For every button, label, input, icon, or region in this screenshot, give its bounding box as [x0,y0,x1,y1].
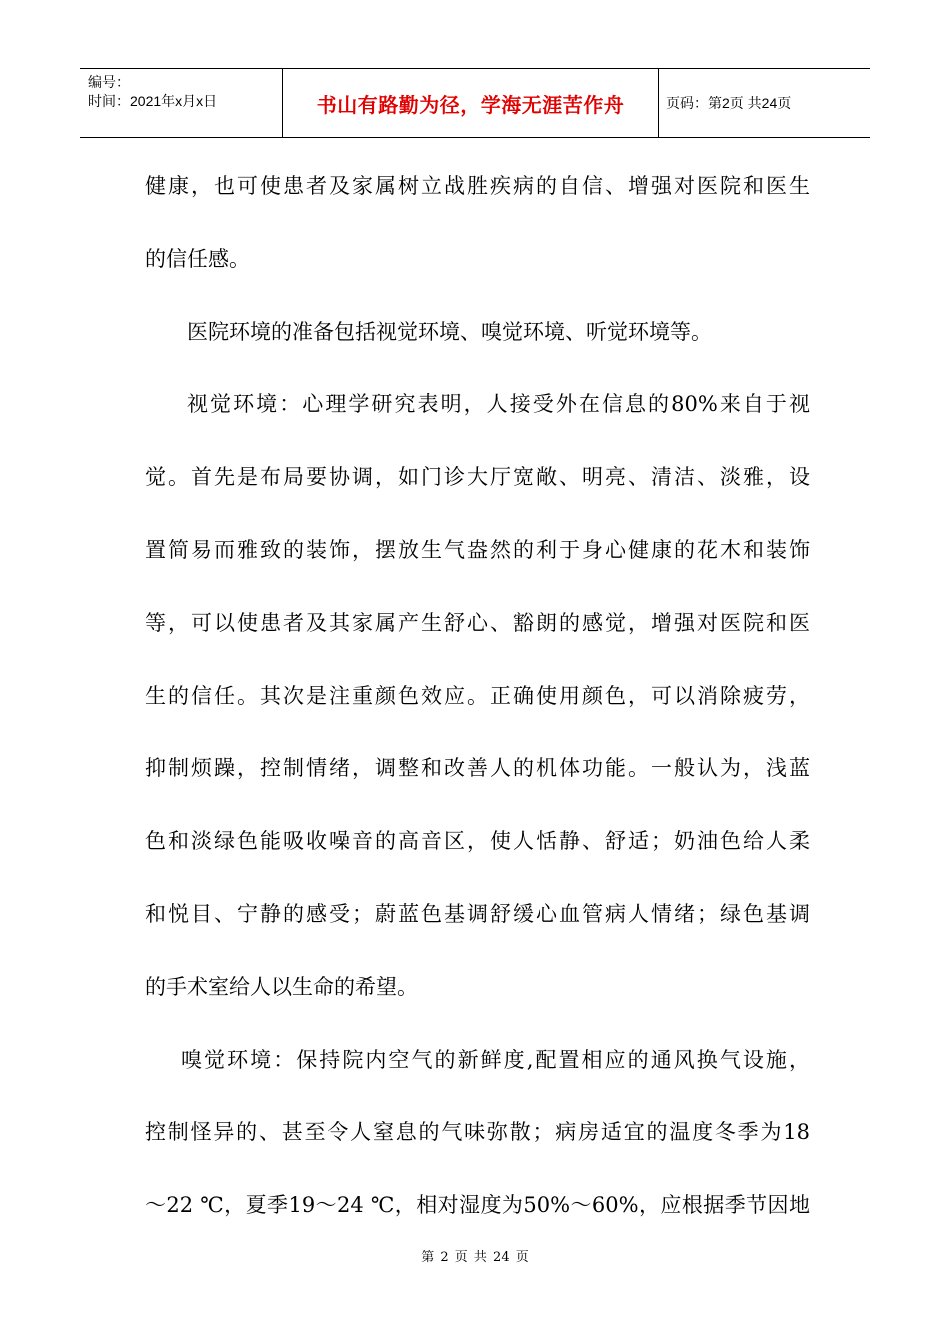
text-line: 色和淡绿色能吸收噪音的高音区，使人恬静、舒适；奶油色给人柔 [145,829,810,854]
text-line: 视觉环境：心理学研究表明，人接受外在信息的80%来自于视 [187,392,810,417]
text-line: 抑制烦躁，控制情绪，调整和改善人的机体功能。一般认为，浅蓝 [145,756,810,781]
text-line: 控制怪异的、甚至令人窒息的气味弥散；病房适宜的温度冬季为18 [145,1120,810,1145]
text-line: 和悦目、宁静的感受；蔚蓝色基调舒缓心血管病人情绪；绿色基调 [145,901,810,926]
text-line: 健康，也可使患者及家属树立战胜疾病的自信、增强对医院和医生 [145,174,810,198]
header-motto: 书山有路勤为径，学海无涯苦作舟 [316,92,625,117]
page-footer: 第 2 页 共 24 页 [421,1250,529,1265]
page-header [80,68,870,138]
text-line: ～22 ℃，夏季19～24 ℃，相对湿度为50%～60%，应根据季节因地 [145,1193,810,1218]
header-page-info: 页码：第2页 共24页 [666,95,792,111]
text-line: 置简易而雅致的装饰，摆放生气盎然的利于身心健康的花木和装饰 [145,537,810,562]
text-line: 的手术室给人以生命的希望。 [145,974,418,999]
document-number-label: 编号： [88,74,130,90]
text-line: 医院环境的准备包括视觉环境、嗅觉环境、听觉环境等。 [187,319,712,344]
text-line: 生的信任。其次是注重颜色效应。正确使用颜色，可以消除疲劳， [145,683,810,708]
text-line: 等，可以使患者及其家属产生舒心、豁朗的感觉，增强对医院和医 [145,610,810,635]
document-body [145,160,810,1252]
text-line: 觉。首先是布局要协调，如门诊大厅宽敞、明亮、清洁、淡雅，设 [145,465,810,490]
text-line: 嗅觉环境：保持院内空气的新鲜度,配置相应的通风换气设施， [181,1047,810,1072]
header-divider [658,69,659,137]
header-meta [88,73,278,111]
text-line: 的信任感。 [145,246,250,271]
document-time-label: 时间：2021年x月x日 [88,93,218,109]
